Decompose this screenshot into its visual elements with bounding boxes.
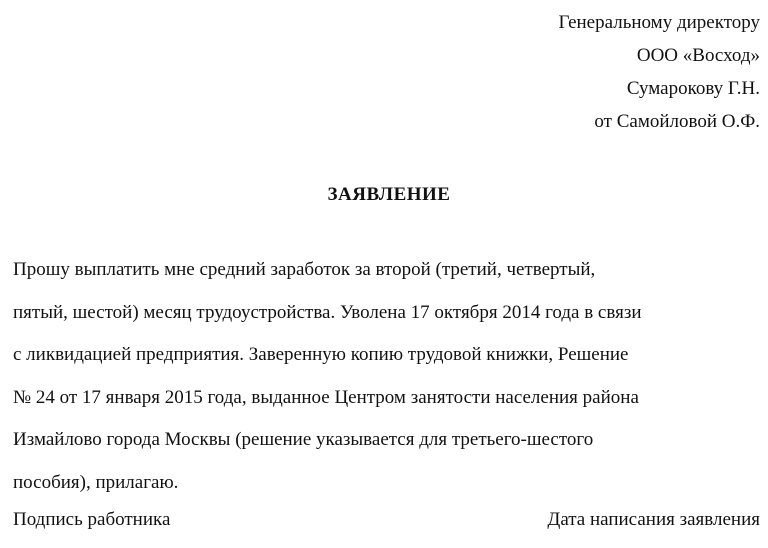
document-title: ЗАЯВЛЕНИЕ [327, 184, 451, 205]
body-line: пособия), прилагаю. [13, 471, 179, 493]
addressee-line-name: Сумарокову Г.Н. [626, 78, 760, 99]
body-line: пятый, шестой) месяц трудоустройства. Уволена 17 октября 2014 года в связи [13, 301, 642, 323]
body-line: с ликвидацией предприятия. Заверенную копию трудовой книжки, Решение [13, 344, 629, 365]
addressee-line-company: ООО «Восход» [636, 45, 760, 66]
body-line: Прошу выплатить мне средний заработок за второй (третий, четвертый, [13, 259, 596, 280]
addressee-line-sender: от Самойловой О.Ф. [594, 111, 760, 132]
addressee-block [559, 6, 760, 138]
addressee-line-position: Генеральному директору [558, 12, 760, 33]
body-line: № 24 от 17 января 2015 года, выданное Центром занятости населения района [13, 386, 639, 408]
body-line: Измайлово города Москвы (решение указывается для третьего-шестого [13, 429, 594, 450]
signature-label: Подпись работника [13, 509, 171, 530]
application-body [13, 249, 765, 504]
date-label: Дата написания заявления [547, 509, 760, 530]
